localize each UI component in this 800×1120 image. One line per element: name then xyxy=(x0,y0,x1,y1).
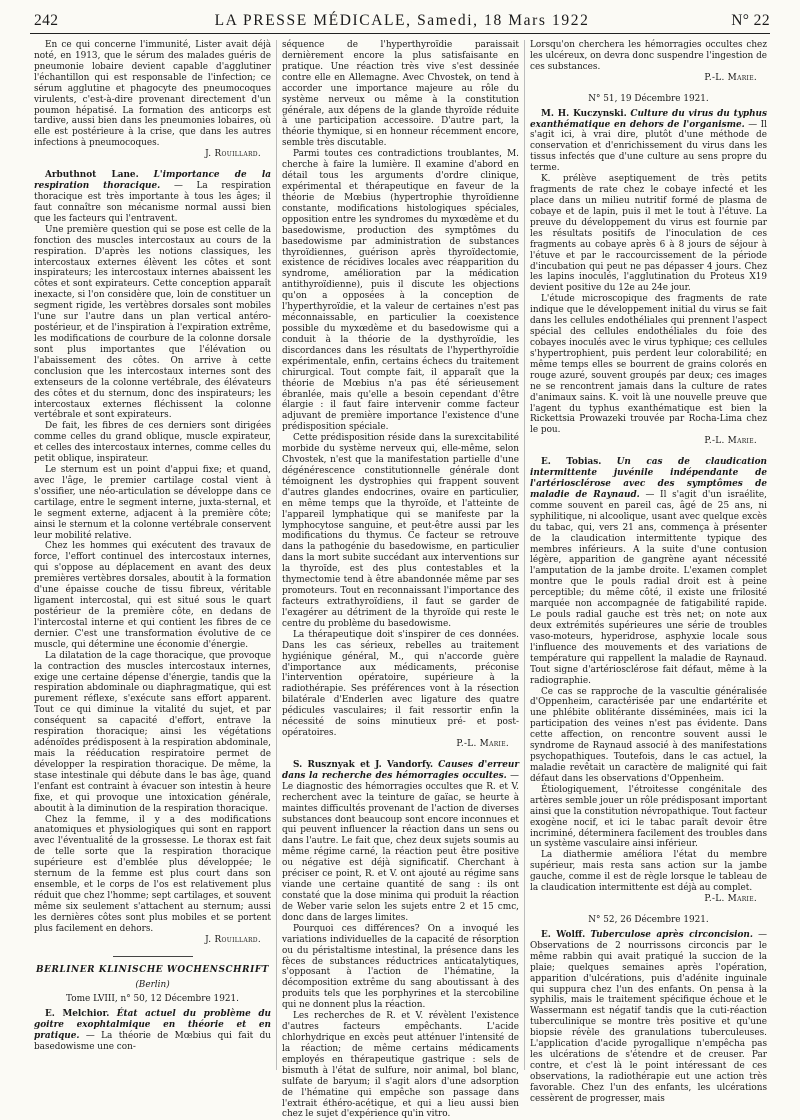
column-divider xyxy=(524,40,525,1070)
signature: P.-L. Marie. xyxy=(456,739,509,749)
paragraph: La thérapeutique doit s'inspirer de ces données. Dans les cas sérieux, rebelles au traitement hygiénique général, M., qui n'accorde guère d'importance aux médicaments, préconise l'intervention opératoire, supérieure à la radiothérapie. Ses préférences vont à la résection bilatérale d'Enderlen avec ligature des quatre pédicules vasculaires; il fait ressortir enfin la nécessité de soins minutieux pré- et post-opératoires. xyxy=(282,629,519,739)
journal-title: LA PRESSE MÉDICALE, Samedi, 18 Mars 1922 xyxy=(214,12,590,29)
signature: J. Rouillard. xyxy=(205,149,261,160)
issue-number: N° 22 xyxy=(731,12,770,29)
article-abstract: E. Tobias. Un cas de claudication intermittente juvénile indépendante de l'artériosclérose avec des symptômes de maladie de Raynaud. — Il s'agit d'un israélite, comme souvent en pareil cas, âgé de 25 ans, ni syphilitique, ni alcoolique, usant avec quelque excès du tabac, qui, vers 21 ans, commença à présenter de la claudication intermittente typique des membres inférieurs. A la suite d'une contusion légère, apparition de gangrène ayant nécessité l'amputation de la jambe droite. L'examen complet montre que le pouls radial droit est à peine perceptible; du même côté, il existe une frilosité marquée non accompagnée de fatigabilité rapide. Le pouls radial gauche est très net; on note aux deux extrémités supérieures une série de troubles vaso-moteurs, hyperidrose, asphyxie locale sous l'influence des mouvements et des variations de température qui rappellent la maladie de Raynaud. Tout signe d'artériosclérose fait défaut, même à la radiographie. xyxy=(530,457,767,686)
article-abstract: E. Wolff. Tuberculose après circoncision. — Observations de 2 nourrissons circoncis par le même rabbin qui avait pratiqué la succion de la plaie; quelques semaines après l'opération, apparition d'ulcérations, puis d'adénite inguinale qui suppura chez l'un des enfants. On pensa à la syphilis, mais le traitement spécifique échoue et le Wassermann est négatif tandis que la cuti-réaction tuberculinique se montre très positive et qu'une biopsie révèle des granulations tuberculeuses. L'application d'acide pyrogallique n'empêcha pas les ulcérations de s'étendre et de creuser. Par contre, et c'est là le point intéressant de ces observations, la radiothérapie eut une action très favorable. Chez l'un des enfants, les ulcérations cessèrent de progresser, mais xyxy=(530,929,767,1104)
paragraph: Les recherches de R. et V. révèlent l'existence d'autres facteurs empêchants. L'acide chlorhydrique en excès peut atténuer l'intensité de la réaction; de même certains médicaments employés en thérapeutique gastrique : sels de bismuth à l'état de sulfure, noir animal, bol blanc, sulfate de baryum; il s'agit alors d'une adsorption de l'hématine qui empêche son passage dans l'extrait éthéro-acétique, et qui a lieu aussi bien chez le sujet d'expérience qu'in vitro. xyxy=(282,1011,519,1120)
page-number: 242 xyxy=(34,12,59,29)
article-author: E. Melchior. xyxy=(45,1009,110,1020)
paragraph: De fait, les fibres de ces derniers sont dirigées comme celles du grand oblique, muscle expirateur, et celles des intercostaux internes, comme celles du petit oblique, inspirateur. xyxy=(34,421,271,465)
signature: P.-L. Marie. xyxy=(704,436,757,447)
article-abstract: M. H. Kuczynski. Culture du virus du typhus exanthématique en dehors de l'organisme. — Il s'agit ici, à vrai dire, plutôt d'une méthode de conservation et d'enrichissement du virus dans les tissus infectés que d'une culture au sens propre du terme. xyxy=(530,108,767,174)
article-title: Tuberculose après circoncision. xyxy=(590,929,753,940)
article-author: Arbuthnot Lane. xyxy=(45,170,139,181)
article-abstract: S. Rusznyak et J. Vandorfy. Causes d'erreur dans la recherche des hémorragies occultes. — Le diagnostic des hémorragies occultes que R. et V. recherchent avec la teinture de gaïac, se heurte à maintes difficultés provenant de l'action de diverses substances dont beaucoup sont encore inconnues et qui peuvent influencer la réaction dans un sens ou dans l'autre. Le fait que, chez deux sujets soumis au même régime carné, la réaction peut être positive ou négative est déjà significatif. Cherchant à préciser ce point, R. et V. ont ajouté au régime sans viande une certaine quantité de sang : ils ont constaté que la dose minima qui produit la réaction de Weber varie selon les sujets entre 2 et 15 cmc, donc dans de larges limites. xyxy=(282,759,519,923)
article-abstract: E. Melchior. État actuel du problème du goitre exophtalmique en théorie et en pratique. — La théorie de Mœbius qui fait du basedowisme une con- xyxy=(34,1009,272,1053)
article-title: Un cas de claudication intermittente juvénile indépendante de l'artériosclérose avec des symptômes de maladie de Raynaud. xyxy=(530,457,767,500)
journal-section-heading: BERLINER KLINISCHE WOCHENSCHRIFT xyxy=(36,964,269,975)
paragraph: Parmi toutes ces contradictions troublantes, M. cherche à faire la lumière. Il examine d'abord en détail tous les arguments d'ordre clinique, expérimental et thérapeutique en faveur de la théorie de Mœbius (hypertrophie thyroïdienne constante, modifications histologiques spéciales, opposition entre les syndromes du myxœdème et du basedowisme, production des symptômes du basedowisme par administration de substances thyroïdiennes, guérison après thyroïdectomie, existence de récidives locales avec réapparition du syndrome, amélioration par la médication antithyroïdienne), puis il discute les objections qu'on a opposées à la conception de l'hyperthyroïdie, et la valeur de certaines n'est pas méconnaissable, en particulier la coexistence possible du myxœdème et du basedowisme qui a conduit à la théorie de la dysthyroïdie, les discordances dans les résultats de l'hyperthyroïdie expérimentale, enfin, certains échecs du traitement chirurgical. Tout compte fait, il apparaît que la théorie de Mœbius n'a pas été sérieusement ébranlée, mais qu'elle a besoin cependant d'être élargie : il faut faire intervenir comme facteur adjuvant de première importance l'existence d'une prédisposition spéciale. xyxy=(282,149,519,433)
column-3 xyxy=(530,40,767,1104)
journal-city: (Berlin) xyxy=(135,979,170,990)
paragraph: séquence de l'hyperthyroïdie paraissait dernièrement encore la plus satisfaisante en pratique. Une réaction très vive s'est dessinée contre elle en Allemagne. Avec Chvostek, on tend à accorder une importance majeure au rôle du système nerveux ou même à la constitution générale, aux dépens de la glande thyroïde réduite à une participation accessoire. D'autre part, la théorie thymique, si en honneur récemment encore, semble très discutable. xyxy=(282,40,519,149)
article-title: Causes d'erreur dans la recherche des hémorragies occultes. xyxy=(282,759,519,781)
signature: J. Rouillard. xyxy=(205,934,261,945)
column-2 xyxy=(282,40,519,1120)
article-author: M. H. Kuczynski. xyxy=(541,108,627,119)
paragraph: Cette prédisposition réside dans la surexcitabilité morbide du système nerveux qui, elle-même, selon Chvostek, n'est que la manifestation partielle d'une dégénérescence constitutionnelle générale dont témoignent les dystrophies qui frappent souvent d'autres glandes endocrines, ovaire en particulier, en même temps que la thyroïde, et l'atteinte de l'appareil lymphatique qui se manifeste par la lymphocytose sanguine, et peut-être aussi par les modifications du thymus. Ce facteur se retrouve dans la pathogénie du basedowisme, en particulier dans la mort subite succédant aux interventions sur la thyroïde, est des plus contestables et la thymectomie tend à être abandonnée même par ses promoteurs. Tout en reconnaissant l'importance des facteurs extrathyroïdiens, il faut se garder de l'exagérer au détriment de la thyroïde qui reste le centre du problème du basedowisme. xyxy=(282,433,519,629)
paragraph: La dilatation de la cage thoracique, que provoque la contraction des muscles intercostaux internes, exige une certaine dépense d'énergie, tandis que la respiration abdominale ou diaphragmatique, qui est purement réflexe, s'exécute sans effort apparent. Tout ce qui diminue la vitalité du sujet, et par conséquent sa capacité d'effort, entrave la respiration thoracique; ainsi les végétations adénoïdes prédisposent à la respiration abdominale, mais la rééducation respiratoire permet de développer la respiration thoracique. De même, la stase intestinale qui débute dans le bas âge, quand l'enfant est contraint à évacuer son intestin à heure fixe, et qui provoque une intoxication générale, aboutit à la diminution de la respiration thoracique. xyxy=(34,650,271,814)
paragraph: La diathermie améliora l'état du membre supérieur, mais resta sans action sur la jambe gauche, comme il est de règle lorsque le tableau de la claudication intermittente est déjà au complet. xyxy=(530,850,767,894)
article-abstract: Arbuthnot Lane. L'importance de la respiration thoracique. — La respiration thoracique est très importante à tous les âges; il faut connaître son mécanisme normal aussi bien que les facteurs qui l'entravent. xyxy=(34,170,271,224)
paragraph: Ce cas se rapproche de la vascultie généralisée d'Oppenheim, caractérisée par une endartérite et une phlébite oblitérante disséminées, mais ici la participation des veines n'est pas évidente. Dans cette affection, on rencontre souvent aussi le syndrome de Raynaud associé à des manifestations psychopathiques. Toutefois, dans le cas actuel, la maladie revêtait un caractère de malignité qui fait défaut dans les observations d'Oppenheim. xyxy=(530,686,767,784)
article-title: État actuel du problème du goitre exophtalmique en théorie et en pratique. xyxy=(34,1009,271,1042)
paragraph: Pourquoi ces différences? On a invoqué les variations individuelles de la capacité de résorption ou du péristaltisme intestinal, la présence dans les fèces de substances réductrices anticatalytiques, s'opposant à l'action de l'hématine, la décomposition extrême du sang aboutissant à des produits tels que les porphyrines et la stercobiline qui ne donnent plus la réaction. xyxy=(282,923,519,1011)
paragraph: En ce qui concerne l'immunité, Lister avait déjà noté, en 1913, que le sérum des malades guéris de pneumonie lobaire devient capable d'agglutiner l'échantillon qui est responsable de l'infection; ce sérum agglutine et phagocyte des pneumocoques virulents, c'est-à-dire provenant directement d'un poumon hépatisé. La formation des anticorps est tardive, aussi bien dans les pneumonies lobaires, où elle est postérieure à la crise, que dans les autres infections à pneumocoques. xyxy=(34,40,271,149)
paragraph: Une première question qui se pose est celle de la fonction des muscles intercostaux au cours de la respiration. D'après les notions classiques, les intercostaux externes élèvent les côtes et sont inspirateurs; les intercostaux internes abaissent les côtes et sont expirateurs. Cette conception apparaît inexacte, si l'on considère que, loin de constituer un segment rigide, les vertèbres dorsales sont mobiles l'une sur l'autre dans un plan vertical antéro-postérieur, et de l'inspiration à l'expiration extrême, les modifications de courbure de la colonne dorsale sont plus importantes que l'élévation ou l'abaissement des côtes. On arrive à cette conclusion que les intercostaux internes sont des extenseurs de la colonne vertébrale, des élévateurs des côtes et du sternum, donc des inspirateurs; les intercostaux externes fléchissent la colonne vertébrale et sont expirateurs. xyxy=(34,224,271,421)
paragraph: L'étude microscopique des fragments de rate indique que le développement initial du virus se fait dans les cellules endothéliales qui prennent l'aspect spécial des cellules endothéliales du foie des cobayes inoculés avec le virus typhique; ces cellules s'hypertrophient, puis perdent leur colorabilité; en même temps elles se bourrent de grains colorés en rouge azuré, souvent groupés par deux; ces images ne se rencontrent jamais dans la culture de rates d'animaux sains. K. voit là une nouvelle preuve que l'agent du typhus exanthématique est bien la Rickettsia Prowazeki trouvée par Rocha-Lima chez le pou. xyxy=(530,294,767,436)
paragraph: Le sternum est un point d'appui fixe; et quand, avec l'âge, le premier cartilage costal vient à s'ossifier, une néo-articulation se développe dans ce cartilage, entre le segment interne, juxta-sternal, et le segment externe, adjacent à la première côte; ainsi le sternum et la colonne vertébrale conservent leur mobilité relative. xyxy=(34,465,271,541)
paragraph: Étiologiquement, l'étroitesse congénitale des artères semble jouer un rôle prédisposant important ainsi que la constitution névropathique. Tout facteur exogène nocif, et ici le tabac paraît devoir être incriminé, déterminera facilement des troubles dans un système vasculaire ainsi inférieur. xyxy=(530,784,767,850)
signature: P.-L. Marie. xyxy=(704,894,757,905)
article-author: E. Tobias. xyxy=(541,457,602,468)
paragraph: Lorsqu'on cherchera les hémorragies occultes chez les ulcéreux, on devra donc suspendre l'ingestion de ces substances. xyxy=(530,40,767,72)
article-author: E. Wolff. xyxy=(541,929,586,940)
signature: P.-L. Marie. xyxy=(704,72,757,83)
running-header xyxy=(34,8,770,32)
article-title: L'importance de la respiration thoracique. xyxy=(34,170,271,192)
paragraph: Chez les hommes qui exécutent des travaux de force, l'effort continuel des intercostaux internes, qui s'oppose au déplacement en avant des deux premières vertèbres dorsales, aboutit à la formation d'une épaisse couche de tissu fibreux, véritable ligament intercostal, qui est situé sous le quart postérieur de la première côte, en dedans de l'intercostal interne et qui contient les fibres de ce dernier. C'est une transformation évolutive de ce muscle, qui détermine une économie d'énergie. xyxy=(34,541,271,650)
issue-line: N° 51, 19 Décembre 1921. xyxy=(588,93,709,104)
section-divider xyxy=(113,956,193,957)
issue-line: N° 52, 26 Décembre 1921. xyxy=(588,914,709,925)
column-1 xyxy=(34,40,271,1076)
paragraph: Chez la femme, il y a des modifications anatomiques et physiologiques qui sont en rapport avec l'éventualité de la grossesse. Le thorax est fait de telle sorte que la respiration thoracique supérieure est d'emblée plus développée; le sternum de la femme est plus court dans son ensemble, et le corps de l'os est relativement plus réduit que chez l'homme; sept cartilages, et souvent même six seulement s'attachent au sternum; aussi les dernières côtes sont plus mobiles et se portent plus facilement en dehors. xyxy=(34,814,271,934)
header-rule xyxy=(30,33,770,34)
article-title: Culture du virus du typhus exanthématique en dehors de l'organisme. xyxy=(530,108,767,130)
column-divider xyxy=(276,40,277,1070)
issue-line: Tome LVIII, n° 50, 12 Décembre 1921. xyxy=(66,994,239,1005)
paragraph: K. prélève aseptiquement de très petits fragments de rate chez le cobaye infecté et les place dans un milieu nutritif formé de plasma de cobaye et de lapin, puis il met le tout à l'étuve. La preuve du développement du virus est fournie par les résultats positifs de l'inoculation de ces fragments au cobaye après 6 à 8 jours de séjour à l'étuve et par le raccourcissement de la période d'incubation qui peut ne pas dépasser 4 jours. Chez les lapins inoculés, l'agglutination du Proteus X19 devient positive du 12e au 24e jour. xyxy=(530,174,767,294)
article-author: S. Rusznyak et J. Vandorfy. xyxy=(293,759,434,770)
